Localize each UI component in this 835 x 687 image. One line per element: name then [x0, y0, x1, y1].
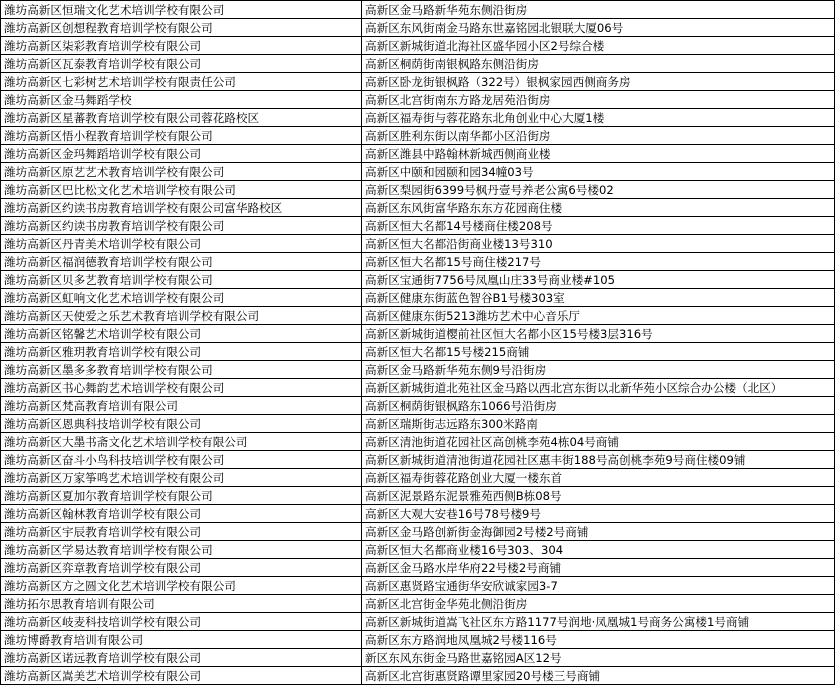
table-row [1, 37, 835, 55]
school-name-cell[interactable]: 潍坊高新区书心舞韵艺术培训学校有限公司 [1, 379, 362, 397]
address-cell[interactable]: 高新区恒大名都15号商住楼217号 [362, 253, 835, 271]
school-name-cell[interactable]: 潍坊高新区丹青美术培训学校有限公司 [1, 235, 362, 253]
address-cell[interactable]: 高新区新城街道樱前社区恒大名都小区15号楼3层316号 [362, 325, 835, 343]
table-row [1, 397, 835, 415]
table-row [1, 217, 835, 235]
table-row [1, 109, 835, 127]
school-name-cell[interactable]: 潍坊高新区原艺艺术教育培训学校有限公司 [1, 163, 362, 181]
school-name-cell[interactable]: 潍坊高新区大墨书斋文化艺术培训学校有限公司 [1, 433, 362, 451]
address-cell[interactable]: 高新区梨园街6399号枫丹壹号养老公寓6号楼02 [362, 181, 835, 199]
school-name-cell[interactable]: 潍坊高新区雅玥教育培训学校有限公司 [1, 343, 362, 361]
table-row [1, 595, 835, 613]
table-row [1, 469, 835, 487]
school-name-cell[interactable]: 潍坊高新区夏加尔教育培训学校有限公司 [1, 487, 362, 505]
school-name-cell[interactable]: 潍坊高新区金玛舞蹈培训学校有限公司 [1, 145, 362, 163]
school-name-cell[interactable]: 潍坊高新区七彩树艺术培训学校有限责任公司 [1, 73, 362, 91]
table-row [1, 379, 835, 397]
school-name-cell[interactable]: 潍坊高新区柒彩教育培训学校有限公司 [1, 37, 362, 55]
school-name-cell[interactable]: 潍坊高新区金马舞蹈学校 [1, 91, 362, 109]
school-name-cell[interactable]: 潍坊高新区瓦泰教育培训学校有限公司 [1, 55, 362, 73]
school-name-cell[interactable]: 潍坊高新区悟小程教育培训学校有限公司 [1, 127, 362, 145]
school-name-cell[interactable]: 潍坊高新区贝多艺教育培训学校有限公司 [1, 271, 362, 289]
table-row [1, 19, 835, 37]
address-cell[interactable]: 新区东风东街金马路世嘉铭园A区12号 [362, 649, 835, 667]
school-name-cell[interactable]: 潍坊高新区墨多多教育培训学校有限公司 [1, 361, 362, 379]
school-name-cell[interactable]: 潍坊高新区星蕃教育培训学校有限公司蓉花路校区 [1, 109, 362, 127]
address-cell[interactable]: 高新区福寿街与蓉花路东北角创业中心大厦1楼 [362, 109, 835, 127]
table-row [1, 343, 835, 361]
school-name-cell[interactable]: 潍坊高新区弈章教育培训学校有限公司 [1, 559, 362, 577]
address-cell[interactable]: 高新区健康东街蓝色智谷B1号楼303室 [362, 289, 835, 307]
table-row [1, 289, 835, 307]
table-row [1, 451, 835, 469]
school-name-cell[interactable]: 潍坊高新区宇辰教育培训学校有限公司 [1, 523, 362, 541]
table-row [1, 523, 835, 541]
address-cell[interactable]: 高新区惠贤路宝通街华安欣诚家园3-7 [362, 577, 835, 595]
address-cell[interactable]: 高新区泥景路东泥景雅苑西侧B栋08号 [362, 487, 835, 505]
school-name-cell[interactable]: 潍坊高新区奋斗小鸟科技培训学校有限公司 [1, 451, 362, 469]
table-row [1, 163, 835, 181]
address-cell[interactable]: 高新区新城街道嵩飞社区东方路1177号润地·凤凰城1号商务公寓楼1号商铺 [362, 613, 835, 631]
school-name-cell[interactable]: 潍坊高新区梵高教育培训有限公司 [1, 397, 362, 415]
address-cell[interactable]: 高新区大观大安巷16号78号楼9号 [362, 505, 835, 523]
address-cell[interactable]: 高新区恒大名都15号楼215商铺 [362, 343, 835, 361]
table-row [1, 667, 835, 685]
table-row [1, 505, 835, 523]
school-name-cell[interactable]: 潍坊高新区虹响文化艺术培训学校有限公司 [1, 289, 362, 307]
school-name-cell[interactable]: 潍坊博爵教育培训有限公司 [1, 631, 362, 649]
table-row [1, 145, 835, 163]
address-cell[interactable]: 高新区桐荫街银枫路东1066号沿街房 [362, 397, 835, 415]
school-name-cell[interactable]: 潍坊高新区约读书房教育培训学校有限公司富华路校区 [1, 199, 362, 217]
table-row [1, 127, 835, 145]
table-row [1, 91, 835, 109]
address-cell[interactable]: 高新区东方路润地凤凰城2号楼116号 [362, 631, 835, 649]
school-name-cell[interactable]: 潍坊高新区万家筝鸣艺术培训学校有限公司 [1, 469, 362, 487]
address-cell[interactable]: 高新区北宫街南东方路龙居苑沿街房 [362, 91, 835, 109]
address-cell[interactable]: 高新区金马路水岸华府22号楼2号商铺 [362, 559, 835, 577]
address-cell[interactable]: 高新区胜利东街以南华都小区沿街房 [362, 127, 835, 145]
address-cell[interactable]: 高新区健康东街5213潍坊艺术中心音乐厅 [362, 307, 835, 325]
address-cell[interactable]: 高新区北宫街金华苑北侧沿街房 [362, 595, 835, 613]
address-cell[interactable]: 高新区新城街道清池街道花园社区惠丰街188号高创桃李苑9号商住楼09铺 [362, 451, 835, 469]
table-row [1, 271, 835, 289]
address-cell[interactable]: 高新区中颐和园颐和园34幢03号 [362, 163, 835, 181]
school-name-cell[interactable]: 潍坊高新区学易达教育培训学校有限公司 [1, 541, 362, 559]
table-row [1, 253, 835, 271]
address-cell[interactable]: 高新区恒大名都商业楼16号303、304 [362, 541, 835, 559]
address-cell[interactable]: 高新区金马路新华苑东侧9号沿街房 [362, 361, 835, 379]
school-name-cell[interactable]: 潍坊高新区恩典科技培训学校有限公司 [1, 415, 362, 433]
school-name-cell[interactable]: 潍坊高新区嵩美艺术培训学校有限公司 [1, 667, 362, 685]
table-row [1, 1, 835, 19]
school-name-cell[interactable]: 潍坊高新区翰林教育培训学校有限公司 [1, 505, 362, 523]
table-row [1, 415, 835, 433]
table-row [1, 487, 835, 505]
address-cell[interactable]: 高新区东风街富华路东东方花园商住楼 [362, 199, 835, 217]
table-row [1, 361, 835, 379]
table-row [1, 307, 835, 325]
school-name-cell[interactable]: 潍坊高新区诺远教育培训学校有限公司 [1, 649, 362, 667]
school-name-cell[interactable]: 潍坊高新区铭馨艺术培训学校有限公司 [1, 325, 362, 343]
table-row [1, 433, 835, 451]
address-cell[interactable]: 高新区瑞斯街志远路东300米路南 [362, 415, 835, 433]
school-name-cell[interactable]: 潍坊高新区创想程教育培训学校有限公司 [1, 19, 362, 37]
table-row [1, 559, 835, 577]
table-row [1, 325, 835, 343]
address-cell[interactable]: 高新区桐荫街南银枫路东侧沿街房 [362, 55, 835, 73]
table-body [1, 1, 835, 685]
school-name-cell[interactable]: 潍坊高新区岐麦科技培训学校有限公司 [1, 613, 362, 631]
address-cell[interactable]: 高新区北宫街惠贤路谭里家园20号楼三号商铺 [362, 667, 835, 685]
table-row [1, 181, 835, 199]
school-name-cell[interactable]: 潍坊高新区天使爱之乐艺术教育培训学校有限公司 [1, 307, 362, 325]
address-cell[interactable]: 高新区福寿街蓉花路创业大厦一楼东首 [362, 469, 835, 487]
address-cell[interactable]: 高新区清池街道花园社区高创桃李苑4栋04号商铺 [362, 433, 835, 451]
table-row [1, 55, 835, 73]
address-cell[interactable]: 高新区金马路创新街金海御园2号楼2号商铺 [362, 523, 835, 541]
table-row [1, 73, 835, 91]
address-cell[interactable]: 高新区潍县中路翰林新城西侧商业楼 [362, 145, 835, 163]
table-row [1, 541, 835, 559]
table-row [1, 199, 835, 217]
address-cell[interactable]: 高新区恒大名都14号楼商住楼208号 [362, 217, 835, 235]
school-name-cell[interactable]: 潍坊高新区巴比松文化艺术培训学校有限公司 [1, 181, 362, 199]
school-name-cell[interactable]: 潍坊高新区方之圆文化艺术培训学校有限公司 [1, 577, 362, 595]
table-row [1, 613, 835, 631]
school-name-cell[interactable]: 潍坊高新区福润德教育培训学校有限公司 [1, 253, 362, 271]
school-name-cell[interactable]: 潍坊高新区约读书房教育培训学校有限公司 [1, 217, 362, 235]
table-row [1, 649, 835, 667]
address-cell[interactable]: 高新区恒大名都沿街商业楼13号310 [362, 235, 835, 253]
table-row [1, 577, 835, 595]
address-cell[interactable]: 高新区卧龙街银枫路（322号）银枫家园西侧商务房 [362, 73, 835, 91]
address-cell[interactable]: 高新区新城街道北苑社区金马路以西北宫东街以北新华苑小区综合办公楼（北区） [362, 379, 835, 397]
address-cell[interactable]: 高新区东风街南金马路东世嘉铭园北银联大厦06号 [362, 19, 835, 37]
school-name-cell[interactable]: 潍坊高新区恒瑞文化艺术培训学校有限公司 [1, 1, 362, 19]
address-cell[interactable]: 高新区宝通街7756号凤凰山庄33号商业楼#105 [362, 271, 835, 289]
school-name-cell[interactable]: 潍坊拓尔思教育培训有限公司 [1, 595, 362, 613]
table-row [1, 235, 835, 253]
table-row [1, 631, 835, 649]
address-cell[interactable]: 高新区金马路新华苑东侧沿街房 [362, 1, 835, 19]
address-cell[interactable]: 高新区新城街道北海社区盛华园小区2号综合楼 [362, 37, 835, 55]
